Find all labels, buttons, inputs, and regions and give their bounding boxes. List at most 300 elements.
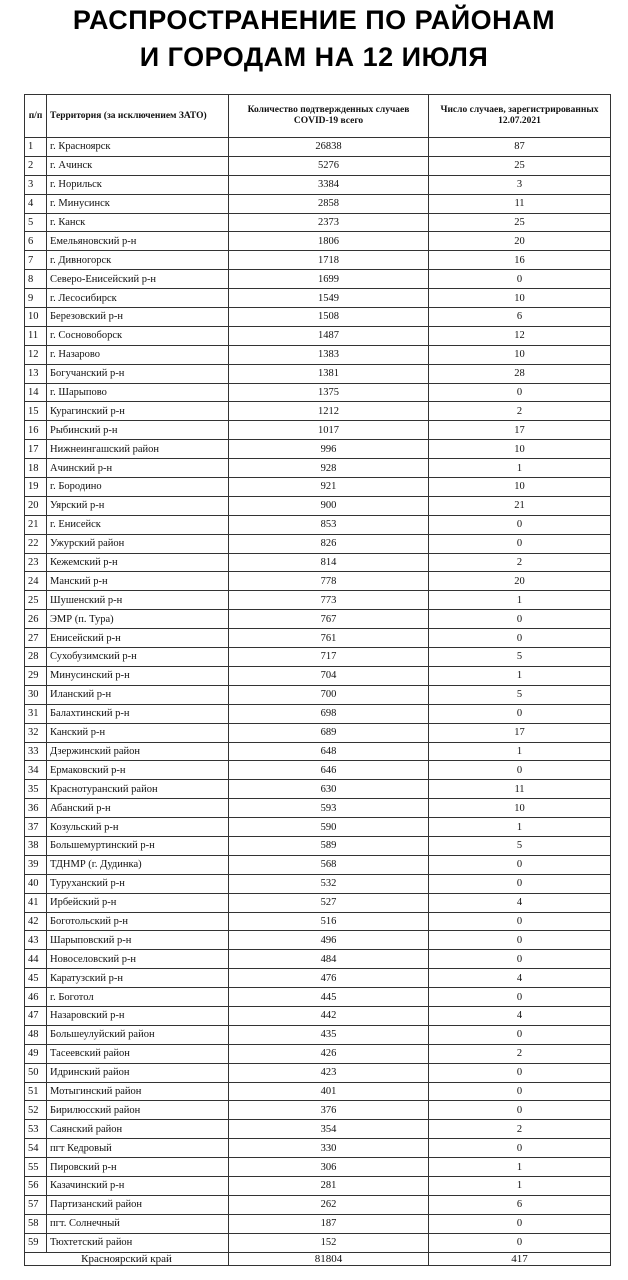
total-row: [25, 1252, 611, 1265]
territory-name: Саянский район: [47, 1120, 229, 1139]
total-cases: 1017: [229, 421, 429, 440]
row-number: 7: [25, 251, 47, 270]
territory-name: г. Минусинск: [47, 194, 229, 213]
daily-cases: 0: [429, 270, 611, 289]
total-cases: 1806: [229, 232, 429, 251]
daily-cases: 4: [429, 1006, 611, 1025]
daily-cases: 5: [429, 685, 611, 704]
row-number: 56: [25, 1176, 47, 1195]
table-row: [25, 553, 611, 572]
daily-cases: 6: [429, 308, 611, 327]
table-row: [25, 648, 611, 667]
table-row: [25, 402, 611, 421]
daily-cases: 0: [429, 988, 611, 1007]
table-row: [25, 874, 611, 893]
table-row: [25, 459, 611, 478]
row-number: 15: [25, 402, 47, 421]
total-cases: 928: [229, 459, 429, 478]
table-row: [25, 591, 611, 610]
daily-cases: 0: [429, 1063, 611, 1082]
total-cases: 1375: [229, 383, 429, 402]
header-row: [25, 95, 611, 138]
total-cases: 773: [229, 591, 429, 610]
row-number: 17: [25, 440, 47, 459]
table-row: [25, 685, 611, 704]
total-cases: 3384: [229, 175, 429, 194]
row-number: 4: [25, 194, 47, 213]
daily-cases: 4: [429, 893, 611, 912]
row-number: 5: [25, 213, 47, 232]
total-cases: 826: [229, 534, 429, 553]
table-row: [25, 421, 611, 440]
row-number: 53: [25, 1120, 47, 1139]
daily-cases: 11: [429, 194, 611, 213]
territory-name: г. Шарыпово: [47, 383, 229, 402]
row-number: 32: [25, 723, 47, 742]
daily-cases: 0: [429, 950, 611, 969]
daily-cases: 10: [429, 289, 611, 308]
table-row: [25, 1233, 611, 1252]
territory-name: г. Назарово: [47, 345, 229, 364]
total-cases: 401: [229, 1082, 429, 1101]
title-line-2: И ГОРОДАМ НА 12 ИЮЛЯ: [139, 42, 489, 72]
territory-name: Енисейский р-н: [47, 629, 229, 648]
table-row: [25, 326, 611, 345]
row-number: 30: [25, 685, 47, 704]
row-number: 24: [25, 572, 47, 591]
row-number: 49: [25, 1044, 47, 1063]
territory-name: г. Канск: [47, 213, 229, 232]
total-region-label: Красноярский край: [25, 1252, 229, 1265]
total-cases: 593: [229, 799, 429, 818]
daily-cases: 6: [429, 1195, 611, 1214]
table-row: [25, 1006, 611, 1025]
daily-cases: 10: [429, 345, 611, 364]
territory-name: Дзержинский район: [47, 742, 229, 761]
row-number: 1: [25, 138, 47, 157]
territory-name: Мотыгинский район: [47, 1082, 229, 1101]
daily-cases: 10: [429, 478, 611, 497]
total-cases: 646: [229, 761, 429, 780]
row-number: 22: [25, 534, 47, 553]
daily-cases: 1: [429, 459, 611, 478]
territory-name: Кежемский р-н: [47, 553, 229, 572]
table-row: [25, 251, 611, 270]
total-cases: 767: [229, 610, 429, 629]
table-row: [25, 1195, 611, 1214]
row-number: 21: [25, 515, 47, 534]
row-number: 46: [25, 988, 47, 1007]
daily-cases: 0: [429, 610, 611, 629]
page-title: [0, 2, 628, 76]
daily-cases: 1: [429, 1176, 611, 1195]
table-row: [25, 855, 611, 874]
row-number: 54: [25, 1139, 47, 1158]
daily-cases: 0: [429, 383, 611, 402]
total-cases: 527: [229, 893, 429, 912]
daily-cases: 25: [429, 213, 611, 232]
daily-cases: 0: [429, 629, 611, 648]
total-cases: 1699: [229, 270, 429, 289]
daily-cases: 21: [429, 496, 611, 515]
total-cases: 814: [229, 553, 429, 572]
table-row: [25, 345, 611, 364]
row-number: 20: [25, 496, 47, 515]
table-row: [25, 666, 611, 685]
table-row: [25, 1158, 611, 1177]
table-row: [25, 988, 611, 1007]
row-number: 38: [25, 836, 47, 855]
row-number: 11: [25, 326, 47, 345]
total-cases: 590: [229, 818, 429, 837]
header-daily-cases: Число случаев, зарегистрированных 12.07.2021: [429, 95, 611, 138]
table-row: [25, 213, 611, 232]
daily-cases: 0: [429, 1025, 611, 1044]
daily-cases: 20: [429, 232, 611, 251]
row-number: 45: [25, 969, 47, 988]
territory-name: ЭМР (п. Тура): [47, 610, 229, 629]
territory-name: Сухобузимский р-н: [47, 648, 229, 667]
daily-cases: 0: [429, 1101, 611, 1120]
total-cases: 376: [229, 1101, 429, 1120]
total-cases: 698: [229, 704, 429, 723]
table-row: [25, 175, 611, 194]
row-number: 42: [25, 912, 47, 931]
row-number: 48: [25, 1025, 47, 1044]
daily-cases: 0: [429, 515, 611, 534]
territory-name: Казачинский р-н: [47, 1176, 229, 1195]
row-number: 8: [25, 270, 47, 289]
total-cases: 262: [229, 1195, 429, 1214]
total-cases: 648: [229, 742, 429, 761]
table-row: [25, 893, 611, 912]
total-cases: 306: [229, 1158, 429, 1177]
row-number: 47: [25, 1006, 47, 1025]
table-row: [25, 364, 611, 383]
table-row: [25, 742, 611, 761]
total-cases: 568: [229, 855, 429, 874]
total-cases: 442: [229, 1006, 429, 1025]
territory-name: Балахтинский р-н: [47, 704, 229, 723]
table-row: [25, 1082, 611, 1101]
table-row: [25, 761, 611, 780]
table-row: [25, 156, 611, 175]
daily-cases: 0: [429, 1082, 611, 1101]
row-number: 37: [25, 818, 47, 837]
total-cases: 921: [229, 478, 429, 497]
territory-name: г. Енисейск: [47, 515, 229, 534]
daily-cases: 0: [429, 874, 611, 893]
table-row: [25, 1025, 611, 1044]
territory-name: пгт Кедровый: [47, 1139, 229, 1158]
territory-name: Козульский р-н: [47, 818, 229, 837]
daily-cases: 4: [429, 969, 611, 988]
row-number: 55: [25, 1158, 47, 1177]
table-row: [25, 1044, 611, 1063]
table-row: [25, 1176, 611, 1195]
total-cases: 1212: [229, 402, 429, 421]
daily-cases: 17: [429, 723, 611, 742]
daily-cases: 87: [429, 138, 611, 157]
table-body: [25, 138, 611, 1253]
territory-name: Уярский р-н: [47, 496, 229, 515]
total-cases: 2373: [229, 213, 429, 232]
row-number: 59: [25, 1233, 47, 1252]
table-row: [25, 704, 611, 723]
row-number: 12: [25, 345, 47, 364]
table-row: [25, 534, 611, 553]
table-row: [25, 950, 611, 969]
territory-name: Абанский р-н: [47, 799, 229, 818]
total-cases: 435: [229, 1025, 429, 1044]
daily-cases: 2: [429, 1120, 611, 1139]
territory-name: г. Дивногорск: [47, 251, 229, 270]
row-number: 25: [25, 591, 47, 610]
row-number: 3: [25, 175, 47, 194]
total-cases: 516: [229, 912, 429, 931]
table-row: [25, 515, 611, 534]
territory-name: Минусинский р-н: [47, 666, 229, 685]
total-daily-value: 417: [429, 1252, 611, 1265]
total-cases: 1508: [229, 308, 429, 327]
territory-name: пгт. Солнечный: [47, 1214, 229, 1233]
total-cases: 589: [229, 836, 429, 855]
row-number: 10: [25, 308, 47, 327]
territory-name: Северо-Енисейский р-н: [47, 270, 229, 289]
table-row: [25, 478, 611, 497]
table-row: [25, 1120, 611, 1139]
table-row: [25, 799, 611, 818]
daily-cases: 12: [429, 326, 611, 345]
territory-name: Тасеевский район: [47, 1044, 229, 1063]
row-number: 31: [25, 704, 47, 723]
table-row: [25, 138, 611, 157]
daily-cases: 1: [429, 818, 611, 837]
daily-cases: 0: [429, 1214, 611, 1233]
row-number: 41: [25, 893, 47, 912]
daily-cases: 0: [429, 931, 611, 950]
table-row: [25, 496, 611, 515]
table-row: [25, 1063, 611, 1082]
row-number: 19: [25, 478, 47, 497]
total-cases: 532: [229, 874, 429, 893]
total-cases: 426: [229, 1044, 429, 1063]
row-number: 16: [25, 421, 47, 440]
territory-name: Партизанский район: [47, 1195, 229, 1214]
daily-cases: 28: [429, 364, 611, 383]
territory-name: г. Красноярск: [47, 138, 229, 157]
daily-cases: 2: [429, 553, 611, 572]
table-row: [25, 723, 611, 742]
daily-cases: 16: [429, 251, 611, 270]
row-number: 9: [25, 289, 47, 308]
header-territory: Территория (за исключением ЗАТО): [47, 95, 229, 138]
total-cases: 187: [229, 1214, 429, 1233]
row-number: 28: [25, 648, 47, 667]
total-cases: 5276: [229, 156, 429, 175]
table-row: [25, 1214, 611, 1233]
territory-name: Большеулуйский район: [47, 1025, 229, 1044]
table-row: [25, 931, 611, 950]
territory-name: Иланский р-н: [47, 685, 229, 704]
header-total-cases: Количество подтвержденных случаев COVID-19 всего: [229, 95, 429, 138]
total-cases: 281: [229, 1176, 429, 1195]
daily-cases: 0: [429, 912, 611, 931]
table-row: [25, 912, 611, 931]
header-number: п/п: [25, 95, 47, 138]
table-row: [25, 969, 611, 988]
territory-name: Курагинский р-н: [47, 402, 229, 421]
title-line-1: РАСПРОСТРАНЕНИЕ ПО РАЙОНАМ: [72, 5, 556, 35]
total-cases: 330: [229, 1139, 429, 1158]
daily-cases: 0: [429, 761, 611, 780]
daily-cases: 25: [429, 156, 611, 175]
territory-name: г. Бородино: [47, 478, 229, 497]
territory-name: Нижнеингашский район: [47, 440, 229, 459]
total-cases: 2858: [229, 194, 429, 213]
total-cases: 152: [229, 1233, 429, 1252]
row-number: 26: [25, 610, 47, 629]
daily-cases: 5: [429, 648, 611, 667]
table-row: [25, 440, 611, 459]
row-number: 50: [25, 1063, 47, 1082]
daily-cases: 0: [429, 1233, 611, 1252]
daily-cases: 2: [429, 402, 611, 421]
row-number: 44: [25, 950, 47, 969]
total-cases: 996: [229, 440, 429, 459]
table-row: [25, 232, 611, 251]
table-header: [25, 95, 611, 138]
territory-name: Краснотуранский район: [47, 780, 229, 799]
row-number: 2: [25, 156, 47, 175]
daily-cases: 1: [429, 1158, 611, 1177]
territory-name: Березовский р-н: [47, 308, 229, 327]
territory-name: Тюхтетский район: [47, 1233, 229, 1252]
total-cases: 900: [229, 496, 429, 515]
daily-cases: 11: [429, 780, 611, 799]
territory-name: Ермаковский р-н: [47, 761, 229, 780]
daily-cases: 1: [429, 742, 611, 761]
table-row: [25, 610, 611, 629]
daily-cases: 0: [429, 1139, 611, 1158]
daily-cases: 10: [429, 799, 611, 818]
total-cases: 778: [229, 572, 429, 591]
territory-name: г. Лесосибирск: [47, 289, 229, 308]
row-number: 57: [25, 1195, 47, 1214]
total-cases: 853: [229, 515, 429, 534]
total-cases: 704: [229, 666, 429, 685]
total-cases: 445: [229, 988, 429, 1007]
total-cases: 630: [229, 780, 429, 799]
territory-name: Каратузский р-н: [47, 969, 229, 988]
table-row: [25, 270, 611, 289]
total-cases: 717: [229, 648, 429, 667]
territory-name: Ужурский район: [47, 534, 229, 553]
total-cases: 26838: [229, 138, 429, 157]
total-cases: 689: [229, 723, 429, 742]
territory-name: Туруханский р-н: [47, 874, 229, 893]
total-cases-value: 81804: [229, 1252, 429, 1265]
daily-cases: 0: [429, 534, 611, 553]
territory-name: Бирилюсский район: [47, 1101, 229, 1120]
total-cases: 1381: [229, 364, 429, 383]
total-cases: 1718: [229, 251, 429, 270]
daily-cases: 1: [429, 666, 611, 685]
covid-cases-table: [24, 94, 611, 1266]
row-number: 40: [25, 874, 47, 893]
daily-cases: 5: [429, 836, 611, 855]
daily-cases: 3: [429, 175, 611, 194]
row-number: 35: [25, 780, 47, 799]
total-cases: 1487: [229, 326, 429, 345]
daily-cases: 10: [429, 440, 611, 459]
table-row: [25, 1101, 611, 1120]
row-number: 18: [25, 459, 47, 478]
table-footer: [25, 1252, 611, 1265]
table-row: [25, 194, 611, 213]
total-cases: 354: [229, 1120, 429, 1139]
territory-name: Ачинский р-н: [47, 459, 229, 478]
row-number: 23: [25, 553, 47, 572]
daily-cases: 0: [429, 704, 611, 723]
table-row: [25, 780, 611, 799]
territory-name: ТДНМР (г. Дудинка): [47, 855, 229, 874]
territory-name: Пировский р-н: [47, 1158, 229, 1177]
daily-cases: 17: [429, 421, 611, 440]
territory-name: г. Норильск: [47, 175, 229, 194]
territory-name: г. Ачинск: [47, 156, 229, 175]
row-number: 52: [25, 1101, 47, 1120]
row-number: 14: [25, 383, 47, 402]
territory-name: Большемуртинский р-н: [47, 836, 229, 855]
table-row: [25, 629, 611, 648]
territory-name: Шушенский р-н: [47, 591, 229, 610]
daily-cases: 20: [429, 572, 611, 591]
territory-name: Идринский район: [47, 1063, 229, 1082]
territory-name: Шарыповский р-н: [47, 931, 229, 950]
total-cases: 423: [229, 1063, 429, 1082]
table-row: [25, 836, 611, 855]
table-row: [25, 289, 611, 308]
row-number: 6: [25, 232, 47, 251]
row-number: 13: [25, 364, 47, 383]
territory-name: Ирбейский р-н: [47, 893, 229, 912]
territory-name: Манский р-н: [47, 572, 229, 591]
row-number: 43: [25, 931, 47, 950]
row-number: 34: [25, 761, 47, 780]
total-cases: 1383: [229, 345, 429, 364]
table-row: [25, 308, 611, 327]
daily-cases: 1: [429, 591, 611, 610]
territory-name: Канский р-н: [47, 723, 229, 742]
daily-cases: 0: [429, 855, 611, 874]
total-cases: 476: [229, 969, 429, 988]
total-cases: 484: [229, 950, 429, 969]
table-row: [25, 572, 611, 591]
territory-name: Богучанский р-н: [47, 364, 229, 383]
row-number: 36: [25, 799, 47, 818]
row-number: 27: [25, 629, 47, 648]
row-number: 51: [25, 1082, 47, 1101]
territory-name: Боготольский р-н: [47, 912, 229, 931]
row-number: 29: [25, 666, 47, 685]
row-number: 39: [25, 855, 47, 874]
total-cases: 1549: [229, 289, 429, 308]
territory-name: Новоселовский р-н: [47, 950, 229, 969]
territory-name: Рыбинский р-н: [47, 421, 229, 440]
row-number: 58: [25, 1214, 47, 1233]
daily-cases: 2: [429, 1044, 611, 1063]
